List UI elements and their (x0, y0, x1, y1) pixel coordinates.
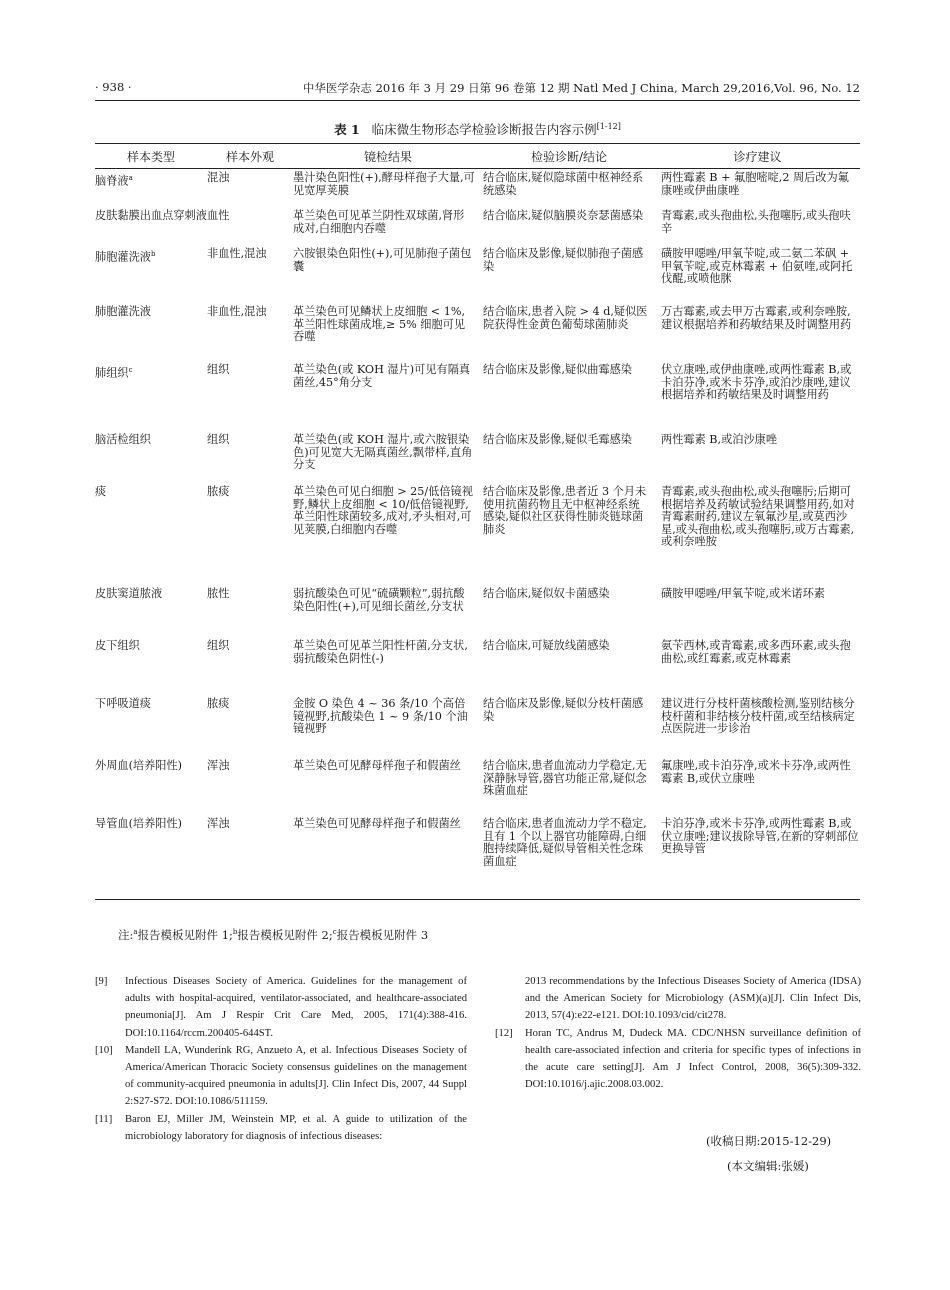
table-row (95, 207, 860, 245)
cell-appearance-text: 非血性,混浊 (207, 305, 267, 318)
cell-advice-text: 伏立康唑,或伊曲康唑,或两性霉素 B,或卡泊芬净,或米卡芬净,或泊沙康唑,建议根据培养和药敏结果及时调整用药 (661, 363, 852, 401)
cell-microscopy-text: 六胺银染色阳性(+),可见肺孢子菌包囊 (293, 247, 472, 273)
cell-diagnosis (483, 585, 655, 637)
cell-sample-type (95, 815, 207, 899)
cell-advice-text: 磺胺甲噁唑/甲氧苄啶,或二氨二苯砜 + 甲氧苄啶,或克林霉素 + 伯氨喹,或阿托伐醌,或喷他脒 (661, 247, 853, 285)
cell-appearance-text: 血性 (207, 209, 230, 222)
cell-appearance (207, 245, 293, 303)
received-date: (收稿日期:2015-12-29) (706, 1134, 832, 1148)
cell-appearance-text: 浑浊 (207, 817, 230, 830)
cell-diagnosis-text: 结合临床,疑似奴卡菌感染 (483, 587, 610, 600)
reference-text: 2013 recommendations by the Infectious Diseases Society of America (IDSA) and the American Society for Microbiology (ASM)(a)[J]. Clin Infect Dis, 2013, 57(4):e22-e121. DOI:10.1093/cid/cit278. (525, 976, 861, 1022)
cell-advice-text: 建议进行分枝杆菌核酸检测,鉴别结核分枝杆菌和非结核分枝杆菌,或至结核病定点医院进一步诊治 (661, 697, 855, 735)
cell-advice-text: 青霉素,或头孢曲松,头孢噻肟,或头孢呋辛 (661, 209, 851, 235)
reference-text: Horan TC, Andrus M, Dudeck MA. CDC/NHSN surveillance definition of health care-associated infection and criteria for specific types of infections in the acute care setting[J]. Am J Infect Control, 2008, 36(5):309-332. DOI:10.1016/j.ajic.2008.03.002. (525, 1027, 861, 1091)
column-header: 样本外观 (225, 149, 274, 164)
column-header: 样本类型 (126, 149, 175, 164)
cell-appearance-text: 组织 (207, 433, 230, 446)
cell-appearance-text: 组织 (207, 639, 230, 652)
column-header: 检验诊断/结论 (530, 149, 608, 164)
cell-sample-type-text: 导管血(培养阳性) (95, 817, 183, 830)
table-body (95, 169, 860, 899)
cell-diagnosis (483, 245, 655, 303)
cell-microscopy-text: 革兰染色可见酵母样孢子和假菌丝 (293, 817, 461, 830)
reference-number: [10] (95, 1044, 113, 1056)
references-left-column (95, 973, 467, 1145)
cell-sample-type (95, 757, 207, 815)
table-row (95, 585, 860, 637)
cell-sample-type-text: 肺胞灌洗液 (95, 305, 151, 318)
cell-diagnosis-text: 结合临床及影像,疑似曲霉感染 (483, 363, 632, 376)
cell-microscopy-text: 革兰染色可见酵母样孢子和假菌丝 (293, 759, 461, 772)
cell-diagnosis-text: 结合临床,可疑放线菌感染 (483, 639, 610, 652)
cell-appearance-text: 浑浊 (207, 759, 230, 772)
cell-sample-type (95, 695, 207, 757)
cell-diagnosis (483, 207, 655, 245)
cell-microscopy (293, 483, 483, 585)
table-row (95, 245, 860, 303)
cell-diagnosis (483, 815, 655, 899)
cell-appearance-text: 非血性,混浊 (207, 247, 267, 260)
cell-diagnosis-text: 结合临床,疑似隐球菌中枢神经系统感染 (483, 171, 644, 197)
cell-microscopy-text: 革兰染色可见革兰阴性双球菌,肾形成对,白细胞内吞噬 (293, 209, 465, 235)
cell-sample-type-text: 脑脊液 (95, 174, 129, 188)
cell-advice (655, 757, 860, 815)
cell-advice-text: 万古霉素,或去甲万古霉素,或利奈唑胺,建议根据培养和药敏结果及时调整用药 (661, 305, 852, 331)
note-marker: c (332, 928, 337, 937)
cell-diagnosis (483, 431, 655, 483)
cell-microscopy (293, 757, 483, 815)
cell-appearance-text: 脓痰 (207, 697, 230, 710)
cell-microscopy (293, 431, 483, 483)
cell-microscopy-text: 革兰染色(或 KOH 湿片,或六胺银染色)可见宽大无隔真菌丝,飘带样,直角分支 (293, 433, 473, 471)
cell-advice-text: 两性霉素 B + 氟胞嘧啶,2 周后改为氟康唑或伊曲康唑 (661, 171, 849, 197)
cell-advice (655, 431, 860, 483)
cell-sample-type-text: 脑活检组织 (95, 433, 151, 446)
cell-sample-type-text: 皮肤窦道脓液 (95, 587, 163, 600)
running-header (95, 78, 860, 101)
note-prefix: 注: (118, 928, 134, 942)
cell-appearance-text: 脓性 (207, 587, 230, 600)
cell-sample-type-text: 皮下组织 (95, 639, 140, 652)
cell-microscopy-text: 弱抗酸染色可见“硫磺颗粒”,弱抗酸染色阳性(+),可见细长菌丝,分支状 (293, 587, 465, 613)
reference-item (95, 1111, 467, 1145)
note-text: 报告模板见附件 2; (237, 928, 333, 942)
table-row (95, 637, 860, 695)
cell-microscopy (293, 637, 483, 695)
cell-sample-type-text: 外周血(培养阳性) (95, 759, 183, 772)
footnote-marker: c (128, 366, 133, 374)
reference-item (95, 1042, 467, 1111)
reference-item (495, 1025, 861, 1094)
cell-appearance (207, 207, 293, 245)
cell-diagnosis (483, 169, 655, 207)
cell-microscopy-text: 革兰染色(或 KOH 湿片)可见有隔真菌丝,45°角分支 (293, 363, 471, 389)
cell-sample-type-text: 痰 (95, 485, 107, 498)
note-text: 报告模板见附件 1; (137, 928, 233, 942)
table-title-refs: [1-12] (596, 121, 621, 131)
cell-sample-type (95, 431, 207, 483)
references-right-column (495, 973, 861, 1093)
cell-appearance-text: 脓痰 (207, 485, 230, 498)
cell-advice-text: 氨苄西林,或青霉素,或多西环素,或头孢曲松,或红霉素,或克林霉素 (661, 639, 851, 665)
cell-advice (655, 303, 860, 361)
cell-sample-type-text: 肺组织 (95, 366, 129, 380)
cell-advice-text: 青霉素,或头孢曲松,或头孢噻肟;后期可根据培养及药敏试验结果调整用药,如对青霉素耐药,建议左氧氟沙星,或莫西沙星,或头孢曲松,或头孢噻肟,或万古霉素,或利奈唑胺 (661, 485, 855, 548)
note-text: 报告模板见附件 3 (336, 928, 429, 942)
cell-microscopy (293, 245, 483, 303)
cell-sample-type (95, 303, 207, 361)
cell-microscopy-text: 革兰染色可见鳞状上皮细胞 < 1%,革兰阳性球菌成堆,≥ 5% 细胞可见吞噬 (293, 305, 466, 343)
cell-microscopy (293, 585, 483, 637)
cell-diagnosis (483, 695, 655, 757)
table-row (95, 169, 860, 207)
reference-text: Mandell LA, Wunderink RG, Anzueto A, et al. Infectious Diseases Society of America/American Thoracic Society consensus guidelines on the management of community-acquired pneumonia in adults[J]. Clin Infect Dis, 2007, 44 Suppl 2:S27-S72. DOI:10.1086/511159. (125, 1044, 467, 1108)
cell-appearance (207, 695, 293, 757)
column-header: 镜检结果 (363, 149, 412, 164)
cell-diagnosis-text: 结合临床,患者血流动力学不稳定,且有 1 个以上器官功能障碍,白细胞持续降低,疑似导管相关性念珠菌血症 (483, 817, 647, 868)
cell-microscopy (293, 207, 483, 245)
cell-diagnosis (483, 637, 655, 695)
note-marker: a (133, 928, 138, 937)
cell-appearance (207, 361, 293, 431)
cell-microscopy-text: 金胺 O 染色 4 ~ 36 条/10 个高倍镜视野,抗酸染色 1 ~ 9 条/10 个油镜视野 (293, 697, 468, 735)
note-marker: b (232, 928, 238, 937)
table-row (95, 431, 860, 483)
footnote-marker: b (150, 250, 156, 258)
cell-appearance-text: 组织 (207, 363, 230, 376)
cell-appearance (207, 431, 293, 483)
reference-number: [12] (495, 1027, 513, 1039)
cell-microscopy (293, 361, 483, 431)
cell-diagnosis-text: 结合临床,患者入院 > 4 d,疑似医院获得性金黄色葡萄球菌肺炎 (483, 305, 648, 331)
footnote-marker: a (128, 174, 133, 182)
reference-text: Infectious Diseases Society of America. Guidelines for the management of adults with hospital-acquired, ventilator-associated, and healthcare-associated pneumonia[J]. Am J Respir Crit Care Med, 2005, 171(4):388-416. DOI:10.1164/rccm.200405-644ST. (125, 976, 467, 1039)
cell-sample-type-text: 皮肤黏膜出血点穿刺液 (95, 209, 207, 222)
table-header (95, 144, 860, 169)
cell-diagnosis-text: 结合临床及影像,疑似分枝杆菌感染 (483, 697, 644, 723)
cell-advice (655, 637, 860, 695)
cell-diagnosis-text: 结合临床及影像,疑似肺孢子菌感染 (483, 247, 644, 273)
reference-item (95, 973, 467, 1042)
cell-diagnosis-text: 结合临床及影像,疑似毛霉感染 (483, 433, 632, 446)
cell-advice (655, 169, 860, 207)
cell-appearance (207, 757, 293, 815)
cell-advice (655, 483, 860, 585)
cell-sample-type (95, 637, 207, 695)
cell-microscopy (293, 815, 483, 899)
cell-appearance (207, 303, 293, 361)
cell-microscopy (293, 303, 483, 361)
cell-sample-type-text: 下呼吸道痰 (95, 697, 151, 710)
reference-number: [11] (95, 1113, 113, 1125)
cell-advice (655, 815, 860, 899)
cell-microscopy-text: 革兰染色可见革兰阳性杆菌,分支状,弱抗酸染色阴性(-) (293, 639, 468, 665)
cell-diagnosis-text: 结合临床及影像,患者近 3 个月未使用抗菌药物且无中枢神经系统感染,疑似社区获得性肺炎链球菌肺炎 (483, 485, 647, 536)
column-header: 诊疗建议 (733, 149, 782, 164)
cell-advice-text: 两性霉素 B,或泊沙康唑 (661, 433, 778, 446)
table-label: 表 1 (334, 122, 360, 137)
table-row (95, 815, 860, 899)
cell-microscopy (293, 695, 483, 757)
cell-advice (655, 695, 860, 757)
table-notes (118, 927, 428, 943)
cell-advice (655, 245, 860, 303)
cell-advice (655, 585, 860, 637)
cell-microscopy (293, 169, 483, 207)
table-row (95, 483, 860, 585)
cell-sample-type (95, 245, 207, 303)
report-table (95, 143, 860, 900)
reference-text: Baron EJ, Miller JM, Weinstein MP, et al. A guide to utilization of the microbiology laboratory for diagnosis of infectious diseases: (125, 1113, 467, 1142)
cell-advice (655, 207, 860, 245)
cell-sample-type-text: 肺胞灌洗液 (95, 250, 151, 264)
cell-appearance (207, 637, 293, 695)
cell-appearance (207, 815, 293, 899)
cell-sample-type (95, 169, 207, 207)
cell-microscopy-text: 革兰染色可见白细胞 > 25/低倍镜视野,鳞状上皮细胞 < 10/低倍镜视野,革兰阳性球菌较多,成对,矛头相对,可见荚膜,白细胞内吞噬 (293, 485, 473, 536)
cell-advice-text: 磺胺甲噁唑/甲氧苄啶,或米诺环素 (661, 587, 825, 600)
cell-appearance-text: 混浊 (207, 171, 230, 184)
table-row (95, 303, 860, 361)
cell-appearance (207, 169, 293, 207)
cell-diagnosis (483, 483, 655, 585)
cell-sample-type (95, 483, 207, 585)
table-title: 临床微生物形态学检验诊断报告内容示例 (371, 122, 597, 137)
cell-diagnosis-text: 结合临床,疑似脑膜炎奈瑟菌感染 (483, 209, 644, 222)
cell-appearance (207, 483, 293, 585)
editor-credit: (本文编辑:张媛) (727, 1159, 809, 1173)
table-row (95, 361, 860, 431)
cell-advice-text: 氟康唑,或卡泊芬净,或米卡芬净,或两性霉素 B,或伏立康唑 (661, 759, 851, 785)
table-row (95, 757, 860, 815)
cell-advice (655, 361, 860, 431)
cell-sample-type (95, 361, 207, 431)
cell-diagnosis (483, 361, 655, 431)
cell-appearance (207, 585, 293, 637)
cell-diagnosis-text: 结合临床,患者血流动力学稳定,无深静脉导管,器官功能正常,疑似念珠菌血症 (483, 759, 647, 797)
cell-advice-text: 卡泊芬净,或米卡芬净,或两性霉素 B,或伏立康唑;建议拔除导管,在新的穿刺部位更换导管 (661, 817, 859, 855)
cell-sample-type (95, 585, 207, 637)
cell-diagnosis (483, 303, 655, 361)
reference-number: [9] (95, 976, 108, 987)
journal-citation: 中华医学杂志 2016 年 3 月 29 日第 96 卷第 12 期 Natl Med J China, March 29,2016,Vol. 96, No. 12 (302, 81, 860, 95)
table-row (95, 695, 860, 757)
cell-diagnosis (483, 757, 655, 815)
page-number: · 938 · (95, 80, 132, 94)
reference-continuation (495, 973, 861, 1025)
cell-sample-type (95, 207, 207, 245)
cell-microscopy-text: 墨汁染色阳性(+),酵母样孢子大量,可见宽厚荚膜 (293, 171, 475, 197)
table-caption (95, 120, 860, 138)
